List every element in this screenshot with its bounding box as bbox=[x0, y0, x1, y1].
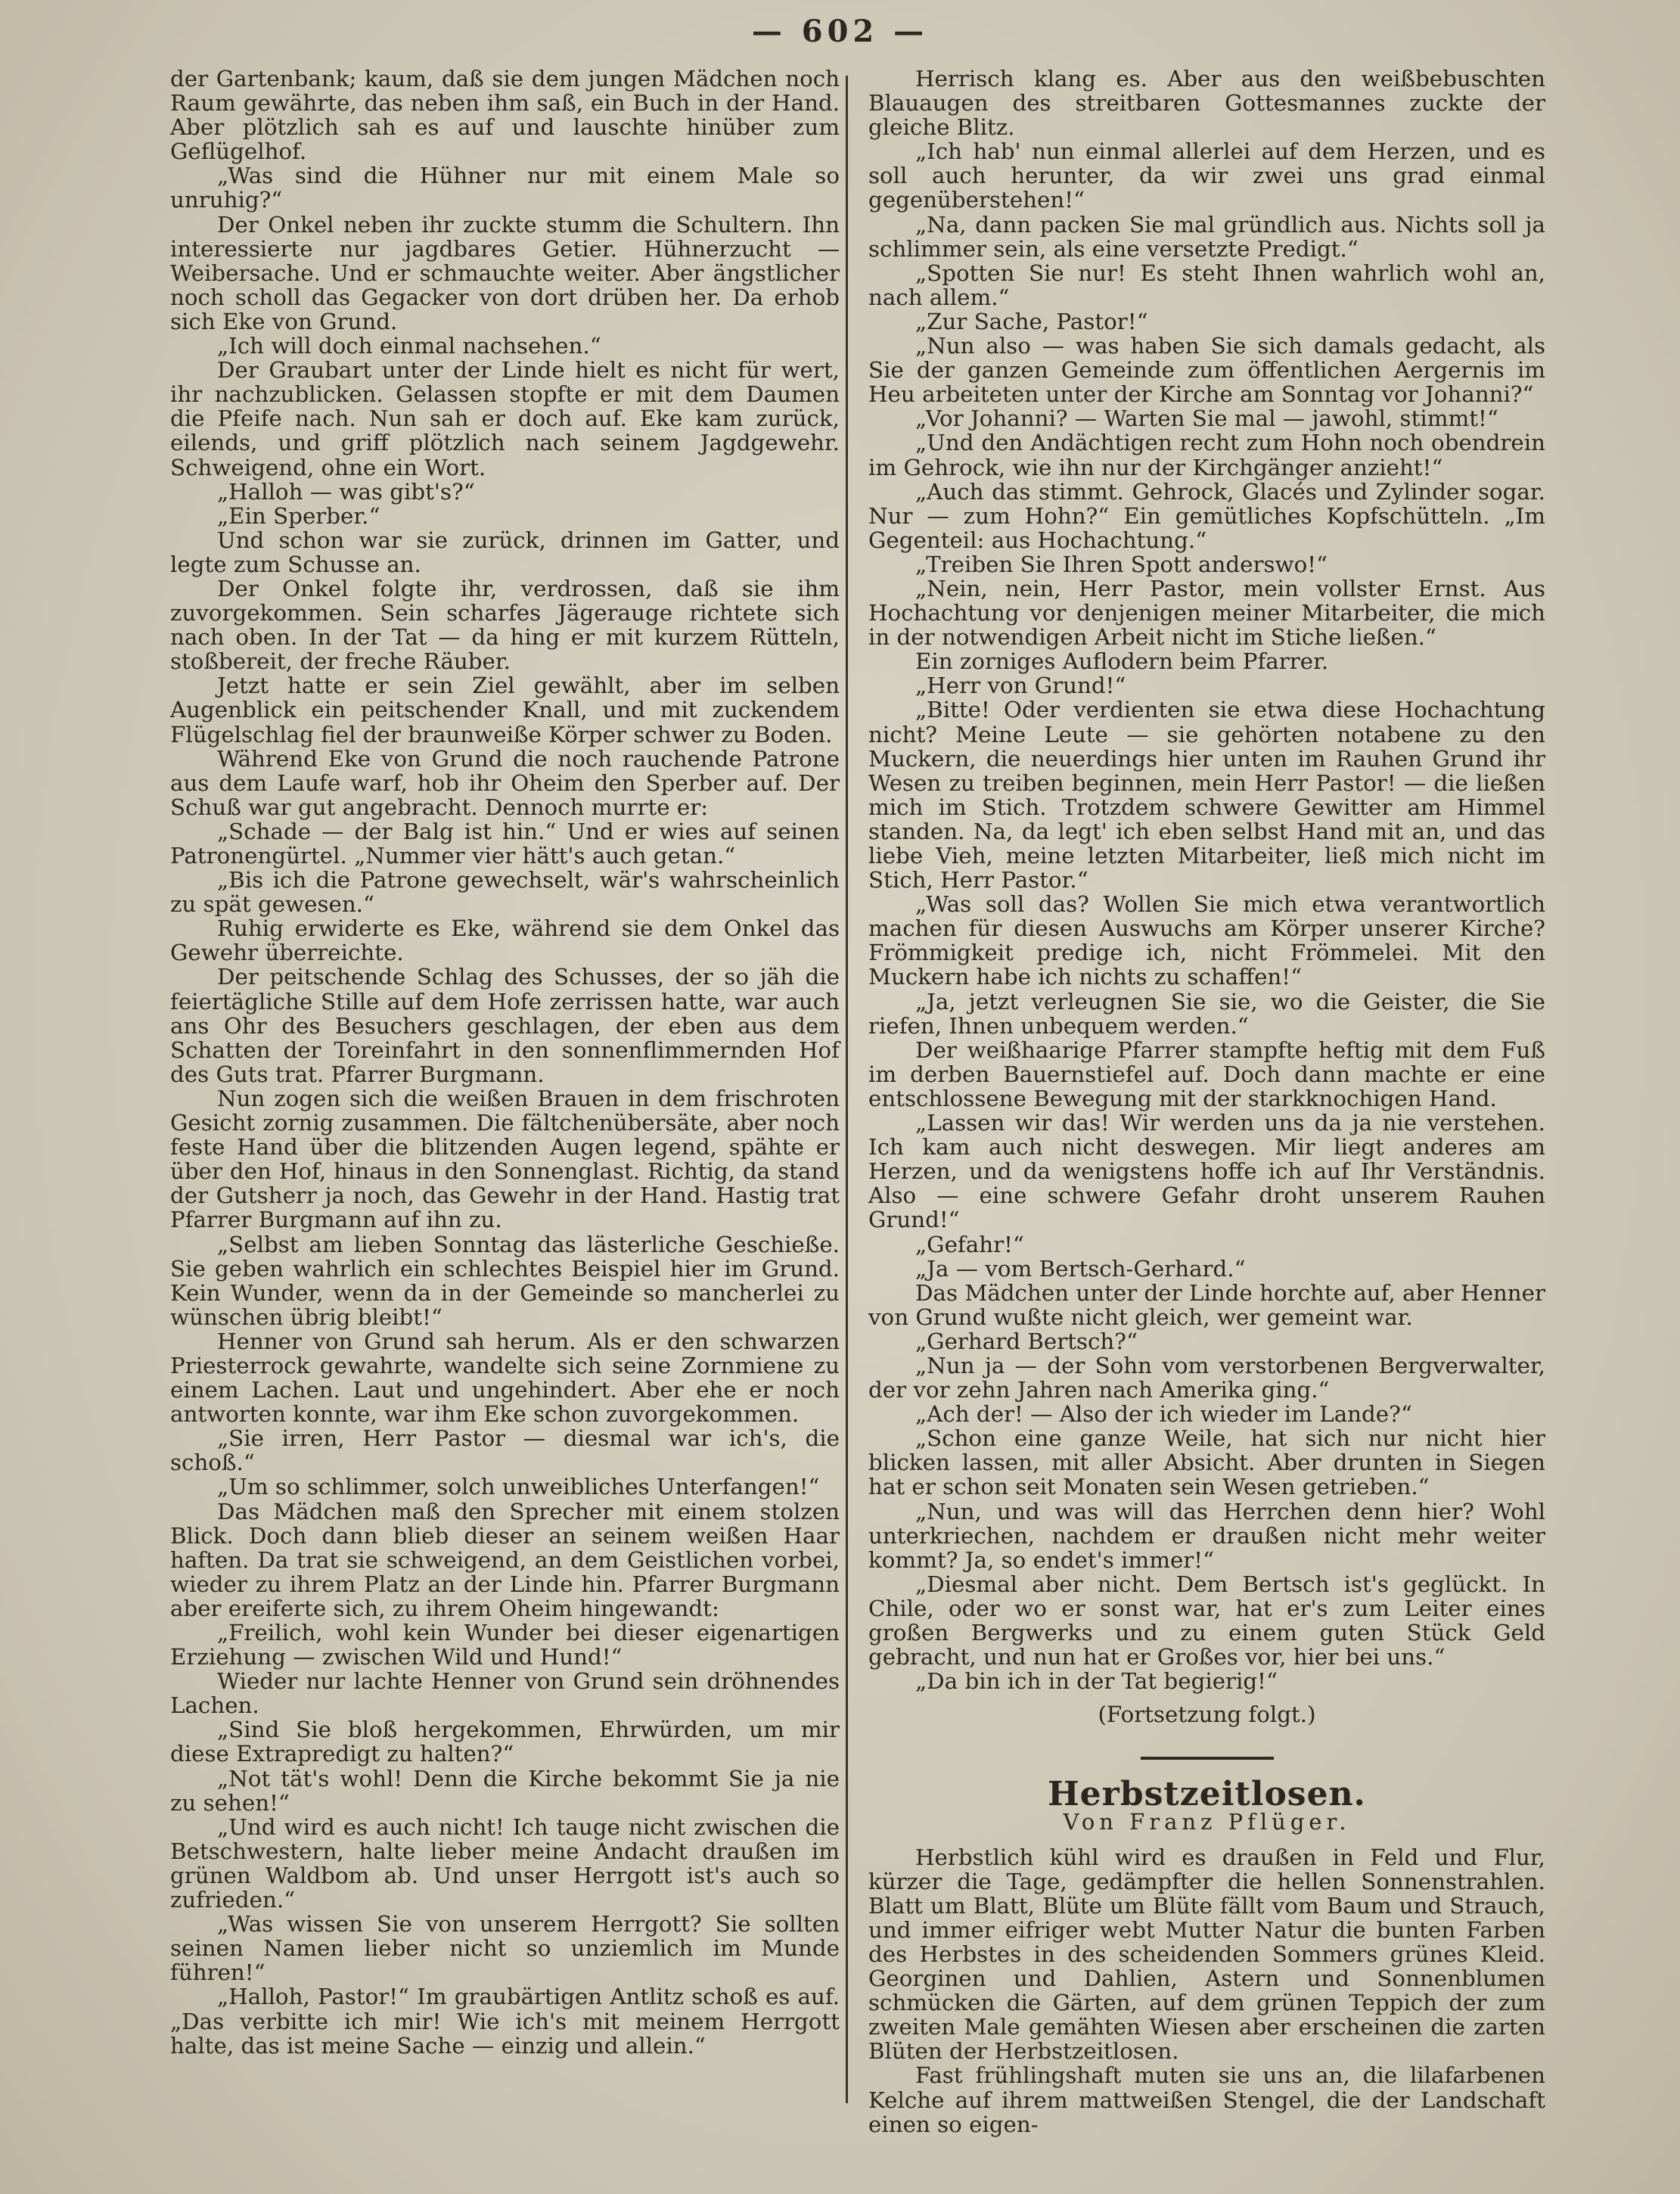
paragraph: Ruhig erwiderte es Eke, während sie dem Onkel das Gewehr überreichte. bbox=[170, 915, 840, 966]
paragraph: „Gefahr!“ bbox=[915, 1231, 1024, 1257]
paragraph: „Bitte! Oder verdienten sie etwa diese Hochachtung nicht? Meine Leute — sie gehörten notabene zu den Muckern, die neuerdings hier unten im Rauhen Grund ihr Wesen zu treiben beginnen, mein Herr Pastor! — die ließen mich im Stich. Trotzdem schwere Gewitter am Himmel standen. Na, da legt' ich eben selbst Hand mit an, und das liebe Vieh, meine letzten Mitarbeiter, ließ mich nicht im Stich, Herr Pastor.“ bbox=[868, 697, 1545, 893]
paragraph: „Und den Andächtigen recht zum Hohn noch obendrein im Gehrock, wie ihn nur der Kirchgänger anzieht!“ bbox=[868, 430, 1545, 480]
paragraph: „Halloh — was gibt's?“ bbox=[217, 478, 475, 505]
paragraph: Jetzt hatte er sein Ziel gewählt, aber im selben Augenblick ein peitschender Knall, und mit zuckendem Flügelschlag fiel der braunweiße Körper schwer zu Boden. bbox=[170, 673, 840, 747]
paragraph: „Bis ich die Patrone gewechselt, wär's wahrscheinlich zu spät gewesen.“ bbox=[170, 867, 840, 918]
right-column bbox=[868, 67, 1545, 2137]
paragraph: „Treiben Sie Ihren Spott anderswo!“ bbox=[915, 551, 1328, 577]
paragraph: „Diesmal aber nicht. Dem Bertsch ist's geglückt. In Chile, oder wo er sonst war, hat er's zum Leiter eines großen Bergwerks und zu einem guten Stück Geld gebracht, und nun hat er Großes vor, hier bei uns.“ bbox=[868, 1571, 1545, 1670]
left-column bbox=[170, 67, 840, 2058]
paragraph: „Na, dann packen Sie mal gründlich aus. Nichts soll ja schlimmer sein, als eine versetzte Predigt.“ bbox=[868, 211, 1545, 262]
paragraph: „Zur Sache, Pastor!“ bbox=[915, 308, 1148, 334]
paragraph: „Was wissen Sie von unserem Herrgott? Sie sollten seinen Namen lieber nicht so unziemlich im Munde führen!“ bbox=[170, 1911, 840, 1986]
paragraph: Das Mädchen maß den Sprecher mit einem stolzen Blick. Doch dann blieb dieser an seinem weißen Haar haften. Da trat sie schweigend, an dem Geistlichen vorbei, wieder zu ihrem Platz an der Linde hin. Pfarrer Burgmann aber ereiferte sich, zu ihrem Oheim hingewandt: bbox=[170, 1498, 840, 1621]
paragraph: „Was sind die Hühner nur mit einem Male so unruhig?“ bbox=[170, 163, 840, 213]
paragraph: der Gartenbank; kaum, daß sie dem jungen Mädchen noch Raum gewährte, das neben ihm saß, ein Buch in der Hand. Aber plötzlich sah es auf und lauschte hinüber zum Geflügelhof. bbox=[170, 66, 840, 165]
paragraph: „Freilich, wohl kein Wunder bei dieser eigenartigen Erziehung — zwischen Wild und Hund!“ bbox=[170, 1620, 840, 1670]
paragraph: „Da bin ich in der Tat begierig!“ bbox=[915, 1668, 1278, 1695]
column-divider bbox=[846, 76, 848, 2103]
paragraph: Nun zogen sich die weißen Brauen in dem frischroten Gesicht zornig zusammen. Die fältchenübersäte, aber noch feste Hand über die blitzenden Augen legend, spähte er über den Hof, hinaus in den Sonnenglast. Richtig, da stand der Gutsherr ja noch, das Gewehr in der Hand. Hastig trat Pfarrer Burgmann auf ihn zu. bbox=[170, 1085, 840, 1233]
continued-note: (Fortsetzung folgt.) bbox=[1098, 1701, 1316, 1728]
page-number: — 602 — bbox=[751, 14, 929, 49]
paragraph: „Ja, jetzt verleugnen Sie sie, wo die Geister, die Sie riefen, Ihnen unbequem werden.“ bbox=[868, 988, 1545, 1039]
paragraph: „Und wird es auch nicht! Ich tauge nicht zwischen die Betschwestern, halte lieber meine Andacht draußen im grünen Waldbom ab. Und unser Herrgott ist's auch so zufrieden.“ bbox=[170, 1813, 840, 1913]
paragraph: „Herr von Grund!“ bbox=[915, 673, 1126, 699]
paragraph: „Spotten Sie nur! Es steht Ihnen wahrlich wohl an, nach allem.“ bbox=[868, 259, 1545, 310]
paragraph: Der peitschende Schlag des Schusses, der so jäh die feiertägliche Stille auf dem Hofe zerrissen hatte, war auch ans Ohr des Besuchers geschlagen, der eben aus dem Schatten der Toreinfahrt in den sonnenflimmernden Hof des Guts trat. Pfarrer Burgmann. bbox=[170, 964, 840, 1087]
paragraph: Und schon war sie zurück, drinnen im Gatter, und legte zum Schusse an. bbox=[170, 527, 840, 577]
paragraph: Henner von Grund sah herum. Als er den schwarzen Priesterrock gewahrte, wandelte sich seine Zornmiene zu einem Lachen. Laut und ungehindert. Aber ehe er noch antworten konnte, war ihm Eke schon zuvorgekommen. bbox=[170, 1328, 840, 1428]
paragraph: „Gerhard Bertsch?“ bbox=[915, 1328, 1138, 1354]
paragraph: „Halloh, Pastor!“ Im graubärtigen Antlitz schoß es auf. „Das verbitte ich mir! Wie ich's mit meinem Herrgott halte, das ist meine Sache — einzig und allein.“ bbox=[170, 1984, 840, 2059]
paragraph: „Ja — vom Bertsch-Gerhard.“ bbox=[915, 1255, 1246, 1282]
paragraph: „Ach der! — Also der ich wieder im Lande?“ bbox=[915, 1401, 1412, 1428]
paragraph: „Ich hab' nun einmal allerlei auf dem Herzen, und es soll auch herunter, da wir zwei uns grad einmal gegenüberstehen!“ bbox=[868, 138, 1545, 213]
paragraph: Der weißhaarige Pfarrer stampfte heftig mit dem Fuß im derben Bauernstiefel auf. Doch dann machte er eine entschlossene Bewegung mit der starkknochigen Hand. bbox=[868, 1036, 1545, 1111]
story-continuation bbox=[868, 67, 1545, 1693]
paragraph: Fast frühlingshaft muten sie uns an, die lilafarbenen Kelche auf ihrem mattweißen Stengel, die der Landschaft einen so eigen- bbox=[868, 2062, 1545, 2137]
paragraph: Ein zorniges Auflodern beim Pfarrer. bbox=[915, 648, 1329, 675]
paragraph: „Selbst am lieben Sonntag das lästerliche Geschieße. Sie geben wahrlich ein schlechtes Beispiel hier im Grund. Kein Wunder, wenn da in der Gemeinde so mancherlei zu wünschen übrig bleibt!“ bbox=[170, 1231, 840, 1330]
paragraph: „Sie irren, Herr Pastor — diesmal war ich's, die schoß.“ bbox=[170, 1425, 840, 1476]
paragraph: Der Onkel folgte ihr, verdrossen, daß sie ihm zuvorgekommen. Sein scharfes Jägerauge richtete sich nach oben. In der Tat — da hing er mit kurzem Rütteln, stoßbereit, der freche Räuber. bbox=[170, 575, 840, 675]
paragraph: „Vor Johanni? — Warten Sie mal — jawohl, stimmt!“ bbox=[915, 406, 1498, 432]
paragraph: „Was soll das? Wollen Sie mich etwa verantwortlich machen für diesen Auswuchs am Körper unserer Kirche? Frömmigkeit predige ich, nicht Frömmelei. Mit den Muckern habe ich nichts zu schaffen!“ bbox=[868, 891, 1545, 990]
paragraph: Herbstlich kühl wird es draußen in Feld und Flur, kürzer die Tage, gedämpfter die hellen Sonnenstrahlen. Blatt um Blatt, Blüte um Blüte fällt vom Baum und Strauch, und immer eifriger webt Mutter Natur die bunten Farben des Herbstes in des scheidenden Sommers grünes Kleid. Georginen und Dahlien, Astern und Sonnenblumen schmücken die Gärten, auf dem grünen Teppich der zum zweiten Male gemähten Wiesen aber erscheinen die zarten Blüten der Herbstzeitlosen. bbox=[868, 1844, 1545, 2065]
paragraph: Wieder nur lachte Henner von Grund sein dröhnendes Lachen. bbox=[170, 1668, 840, 1719]
paragraph: „Ich will doch einmal nachsehen.“ bbox=[217, 333, 601, 359]
paragraph: „Nun also — was haben Sie sich damals gedacht, als Sie der ganzen Gemeinde zum öffentlichen Aergernis im Heu arbeiteten unter der Kirche am Sonntag vor Johanni?“ bbox=[868, 333, 1545, 408]
paragraph: „Nun ja — der Sohn vom verstorbenen Bergverwalter, der vor zehn Jahren nach Amerika ging.“ bbox=[868, 1352, 1545, 1403]
paragraph: „Auch das stimmt. Gehrock, Glacés und Zylinder sogar. Nur — zum Hohn?“ Ein gemütliches Kopfschütteln. „Im Gegenteil: aus Hochachtung.“ bbox=[868, 478, 1545, 553]
paragraph: „Ein Sperber.“ bbox=[217, 502, 380, 529]
paragraph: „Sind Sie bloß hergekommen, Ehrwürden, um mir diese Extrapredigt zu halten?“ bbox=[170, 1717, 840, 1767]
article-body bbox=[868, 1845, 1545, 2137]
paragraph: „Schon eine ganze Weile, hat sich nur nicht hier blicken lassen, mit aller Absicht. Aber drunten in Siegen hat er schon seit Monaten sein Wesen getrieben.“ bbox=[868, 1425, 1545, 1500]
paragraph: Der Onkel neben ihr zuckte stumm die Schultern. Ihn interessierte nur jagdbares Getier. Hühnerzucht — Weibersache. Und er schmauchte weiter. Aber ängstlicher noch scholl das Gegacker von dort drüben her. Da erhob sich Eke von Grund. bbox=[170, 211, 840, 334]
section-separator bbox=[1141, 1757, 1274, 1760]
article-title: Herbstzeitlosen. bbox=[1048, 1775, 1366, 1814]
paragraph: „Schade — der Balg ist hin.“ Und er wies auf seinen Patronengürtel. „Nummer vier hätt's auch getan.“ bbox=[170, 818, 840, 869]
paragraph: Der Graubart unter der Linde hielt es nicht für wert, ihr nachzublicken. Gelassen stopfte er mit dem Daumen die Pfeife nach. Nun sah er doch auf. Eke kam zurück, eilends, und griff plötzlich nach seinem Jagdgewehr. Schweigend, ohne ein Wort. bbox=[170, 357, 840, 480]
paragraph: „Nein, nein, Herr Pastor, mein vollster Ernst. Aus Hochachtung vor denjenigen meiner Mitarbeiter, die mich in der notwendigen Arbeit nicht im Stiche ließen.“ bbox=[868, 575, 1545, 651]
paragraph: „Um so schlimmer, solch unweibliches Unterfangen!“ bbox=[217, 1474, 820, 1500]
article-byline: Von Franz Pflüger. bbox=[1063, 1809, 1351, 1835]
paragraph: Während Eke von Grund die noch rauchende Patrone aus dem Laufe warf, hob ihr Oheim den Sperber auf. Der Schuß war gut angebracht. Dennoch murrte er: bbox=[170, 745, 840, 820]
paragraph: „Lassen wir das! Wir werden uns da ja nie verstehen. Ich kam auch nicht deswegen. Mir liegt anderes am Herzen, und da wenigstens hoffe ich auf Ihr Verständnis. Also — eine schwere Gefahr droht unserem Rauhen Grund!“ bbox=[868, 1110, 1545, 1233]
paragraph: Herrisch klang es. Aber aus den weißbebuschten Blauaugen des streitbaren Gottesmannes zuckte der gleiche Blitz. bbox=[868, 66, 1545, 141]
paragraph: „Not tät's wohl! Denn die Kirche bekommt Sie ja nie zu sehen!“ bbox=[170, 1765, 840, 1816]
paragraph: Das Mädchen unter der Linde horchte auf, aber Henner von Grund wußte nicht gleich, wer gemeint war. bbox=[868, 1279, 1545, 1330]
paragraph: „Nun, und was will das Herrchen denn hier? Wohl unterkriechen, nachdem er draußen nicht mehr weiter kommt? Ja, so endet's immer!“ bbox=[868, 1498, 1545, 1573]
